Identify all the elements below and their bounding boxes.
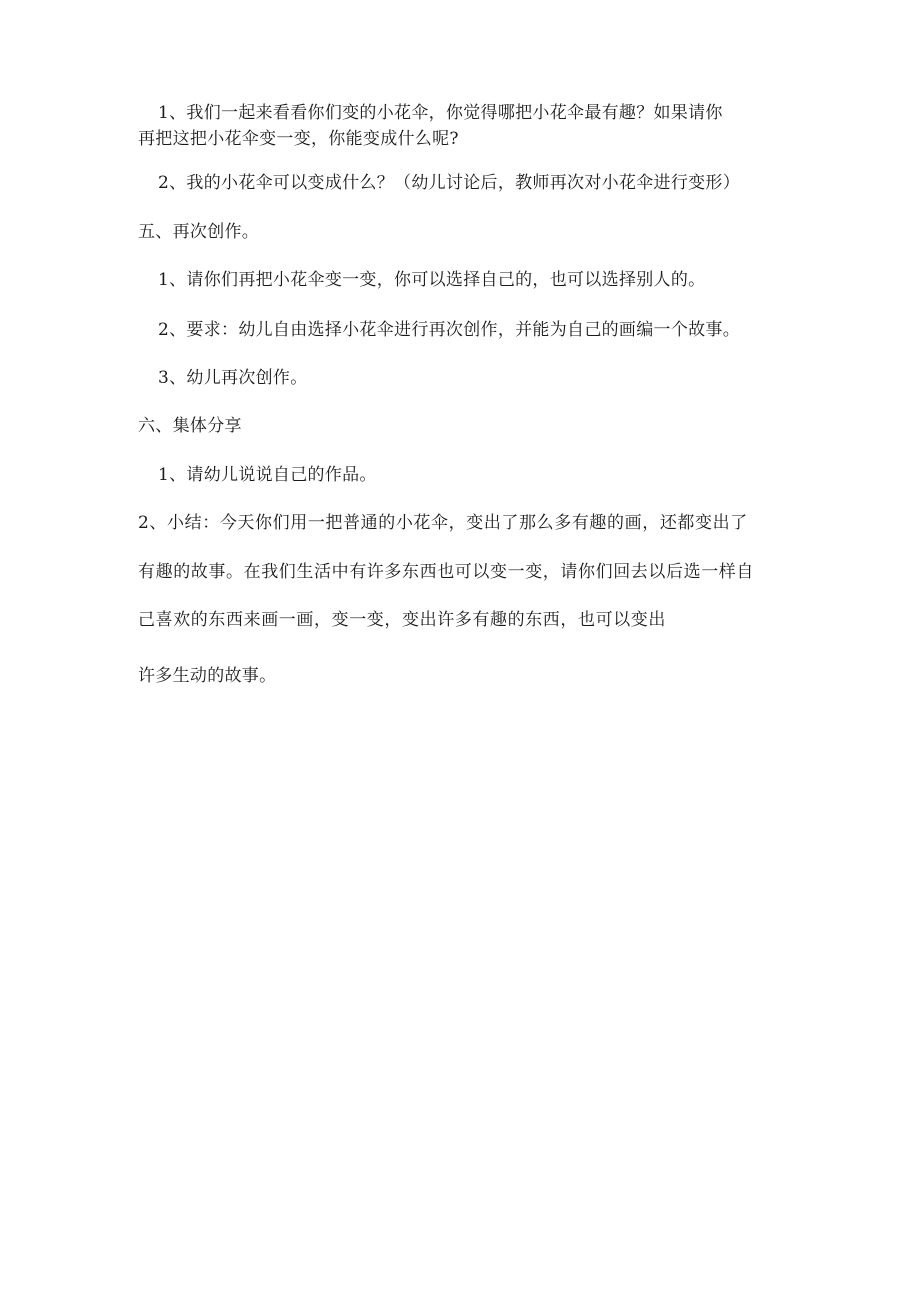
paragraph-summary-line-1: 2、小结：今天你们用一把普通的小花伞，变出了那么多有趣的画，还都变出了 xyxy=(138,513,748,533)
paragraph-step-2: 2、要求：幼儿自由选择小花伞进行再次创作，并能为自己的画编一个故事。 xyxy=(158,320,741,340)
paragraph-question-1-line-1: 1、我们一起来看看你们变的小花伞，你觉得哪把小花伞最有趣？如果请你 xyxy=(158,103,723,123)
paragraph-question-1-line-2: 再把这把小花伞变一变，你能变成什么呢? xyxy=(138,129,459,149)
paragraph-question-2: 2、我的小花伞可以变成什么？（幼儿讨论后，教师再次对小花伞进行变形） xyxy=(158,173,741,193)
paragraph-step-1: 1、请你们再把小花伞变一变，你可以选择自己的，也可以选择别人的。 xyxy=(158,270,706,290)
paragraph-summary-line-2: 有趣的故事。在我们生活中有许多东西也可以变一变，请你们回去以后选一样自 xyxy=(138,562,754,582)
section-heading-6: 六、集体分享 xyxy=(138,416,242,436)
paragraph-summary-line-4: 许多生动的故事。 xyxy=(138,666,277,686)
paragraph-share-1: 1、请幼儿说说自己的作品。 xyxy=(158,465,377,485)
section-heading-5: 五、再次创作。 xyxy=(138,222,260,242)
paragraph-step-3: 3、幼儿再次创作。 xyxy=(158,368,308,388)
paragraph-summary-line-3: 己喜欢的东西来画一画，变一变，变出许多有趣的东西，也可以变出 xyxy=(138,610,666,630)
